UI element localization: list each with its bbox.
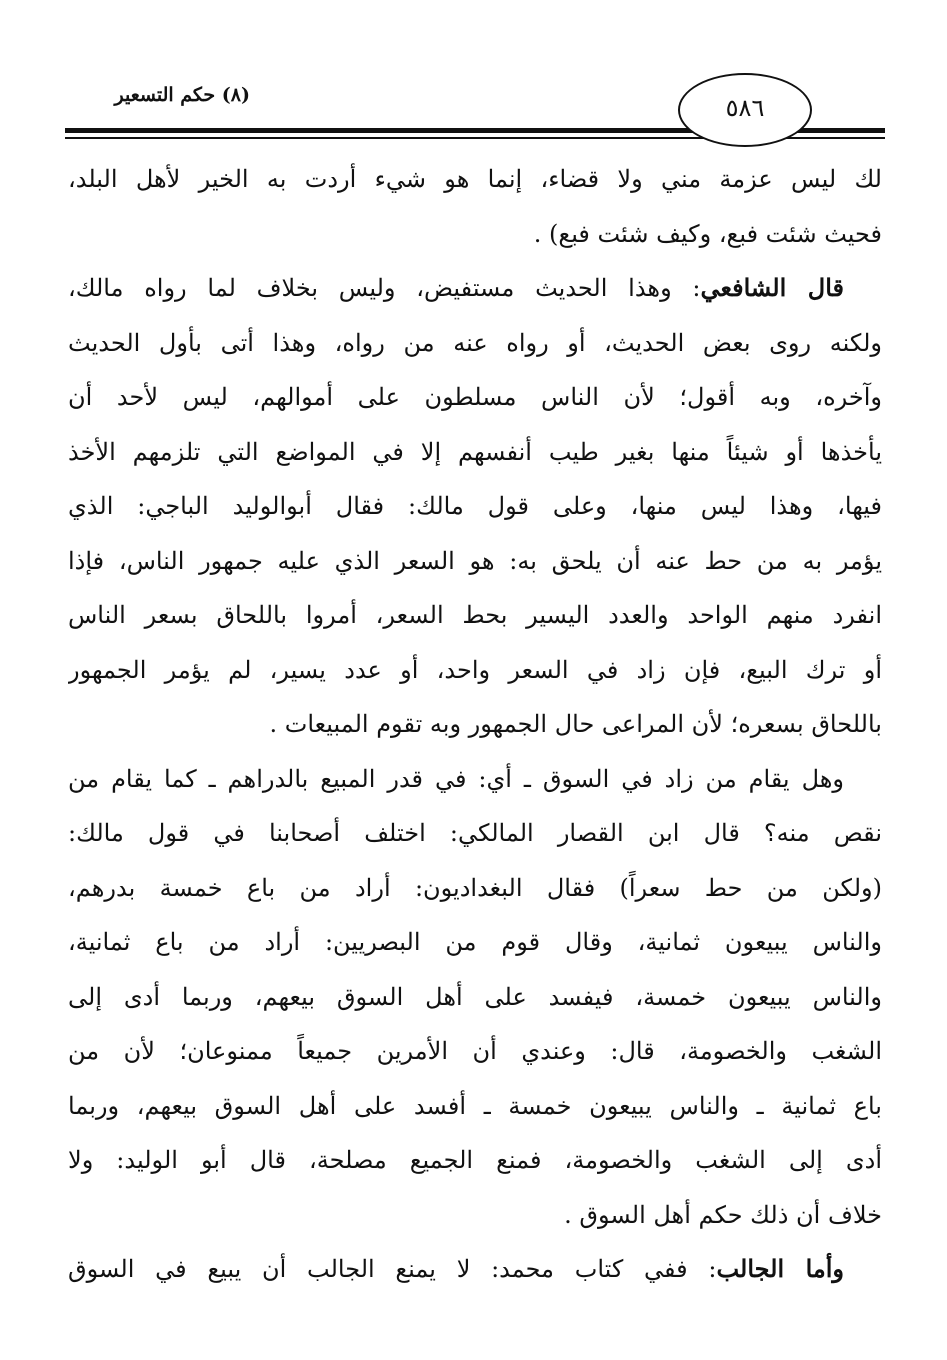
line-text: والناس يبيعون خمسة، فيفسد على أهل السوق بيعهم، وربما أدى إلى [68, 982, 882, 1011]
text-line [68, 316, 882, 371]
line-text: (ولكن من حط سعراً) فقال البغداديون: أراد من باع خمسة بدرهم، [68, 873, 882, 902]
text-line [68, 643, 882, 698]
text-line [68, 970, 882, 1025]
text-line [68, 207, 882, 262]
line-text: يؤمر به من حط عنه أن يلحق به: هو السعر الذي عليه جمهور الناس، فإذا [68, 546, 882, 575]
line-text: فيها، وهذا ليس منها، وعلى قول مالك: فقال أبوالوليد الباجي: الذي [68, 492, 882, 520]
text-line [68, 1188, 882, 1243]
page-number-oval [678, 73, 812, 147]
line-text: أو ترك البيع، فإن زاد في السعر واحد، أو عدد يسير، لم يؤمر الجمهور [68, 655, 882, 684]
line-text: فحيث شئت فبع، وكيف شئت فبع) . [533, 219, 882, 248]
line-text: انفرد منهم الواحد والعدد اليسير بحط السعر، أمروا باللحاق بسعر الناس [68, 601, 882, 629]
line-text: باع ثمانية ـ والناس يبيعون خمسة ـ أفسد على أهل السوق بيعهم، وربما [68, 1091, 882, 1120]
section-title: (٨) حكم التسعير [114, 84, 250, 106]
line-text: لك ليس عزمة مني ولا قضاء، إنما هو شيء أردت به الخير لأهل البلد، [68, 165, 882, 193]
text-line [68, 861, 882, 916]
line-text: نقص منه؟ قال ابن القصار المالكي: اختلف أصحابنا في قول مالك: [68, 819, 882, 847]
text-line [68, 697, 882, 752]
text-line [68, 425, 882, 480]
text-line [68, 588, 882, 643]
text-line [68, 1024, 882, 1079]
line-text: ولكنه روى بعض الحديث، أو رواه عنه من رواه، وهذا أتى بأول الحديث [68, 328, 882, 357]
text-line [68, 370, 882, 425]
body-text [68, 152, 882, 1297]
line-text: وآخره، وبه أقول؛ لأن الناس مسلطون على أموالهم، ليس لأحد أن [68, 383, 882, 411]
paragraph-start-line [68, 261, 882, 316]
line-text: يأخذها أو شيئاً منها بغير طيب أنفسهم إلا في المواضع التي تلزمهم الأخذ [68, 437, 882, 466]
line-text: والناس يبيعون ثمانية، وقال قوم من البصريين: أراد من باع ثمانية، [68, 928, 882, 956]
line-text: وهل يقام من زاد في السوق ـ أي: في قدر المبيع بالدراهم ـ كما يقام من [68, 764, 844, 793]
line-text: : وهذا الحديث مستفيض، وليس بخلاف لما رواه مالك، [68, 274, 701, 302]
line-text: باللحاق بسعره؛ لأن المراعى حال الجمهور وبه تقوم المبيعات . [269, 710, 882, 738]
paragraph-start-line [68, 1242, 882, 1297]
text-line [68, 1133, 882, 1188]
text-line [68, 479, 882, 534]
text-line [68, 1079, 882, 1134]
text-line [68, 915, 882, 970]
text-line [68, 534, 882, 589]
paragraph-lead: وأما الجالب [716, 1254, 844, 1283]
page-number: ٥٨٦ [725, 94, 765, 122]
line-text: أدى إلى الشغب والخصومة، فمنع الجميع مصلحة، قال أبو الوليد: ولا [68, 1146, 882, 1174]
paragraph-lead: قال الشافعي [700, 273, 844, 302]
line-text: : ففي كتاب محمد: لا يمنع الجالب أن يبيع في السوق [68, 1255, 717, 1283]
text-line [68, 806, 882, 861]
text-line [68, 152, 882, 207]
paragraph-start-line [68, 752, 882, 807]
line-text: خلاف أن ذلك حكم أهل السوق . [564, 1200, 882, 1229]
line-text: الشغب والخصومة، قال: وعندي أن الأمرين جميعاً ممنوعان؛ لأن من [68, 1037, 882, 1065]
